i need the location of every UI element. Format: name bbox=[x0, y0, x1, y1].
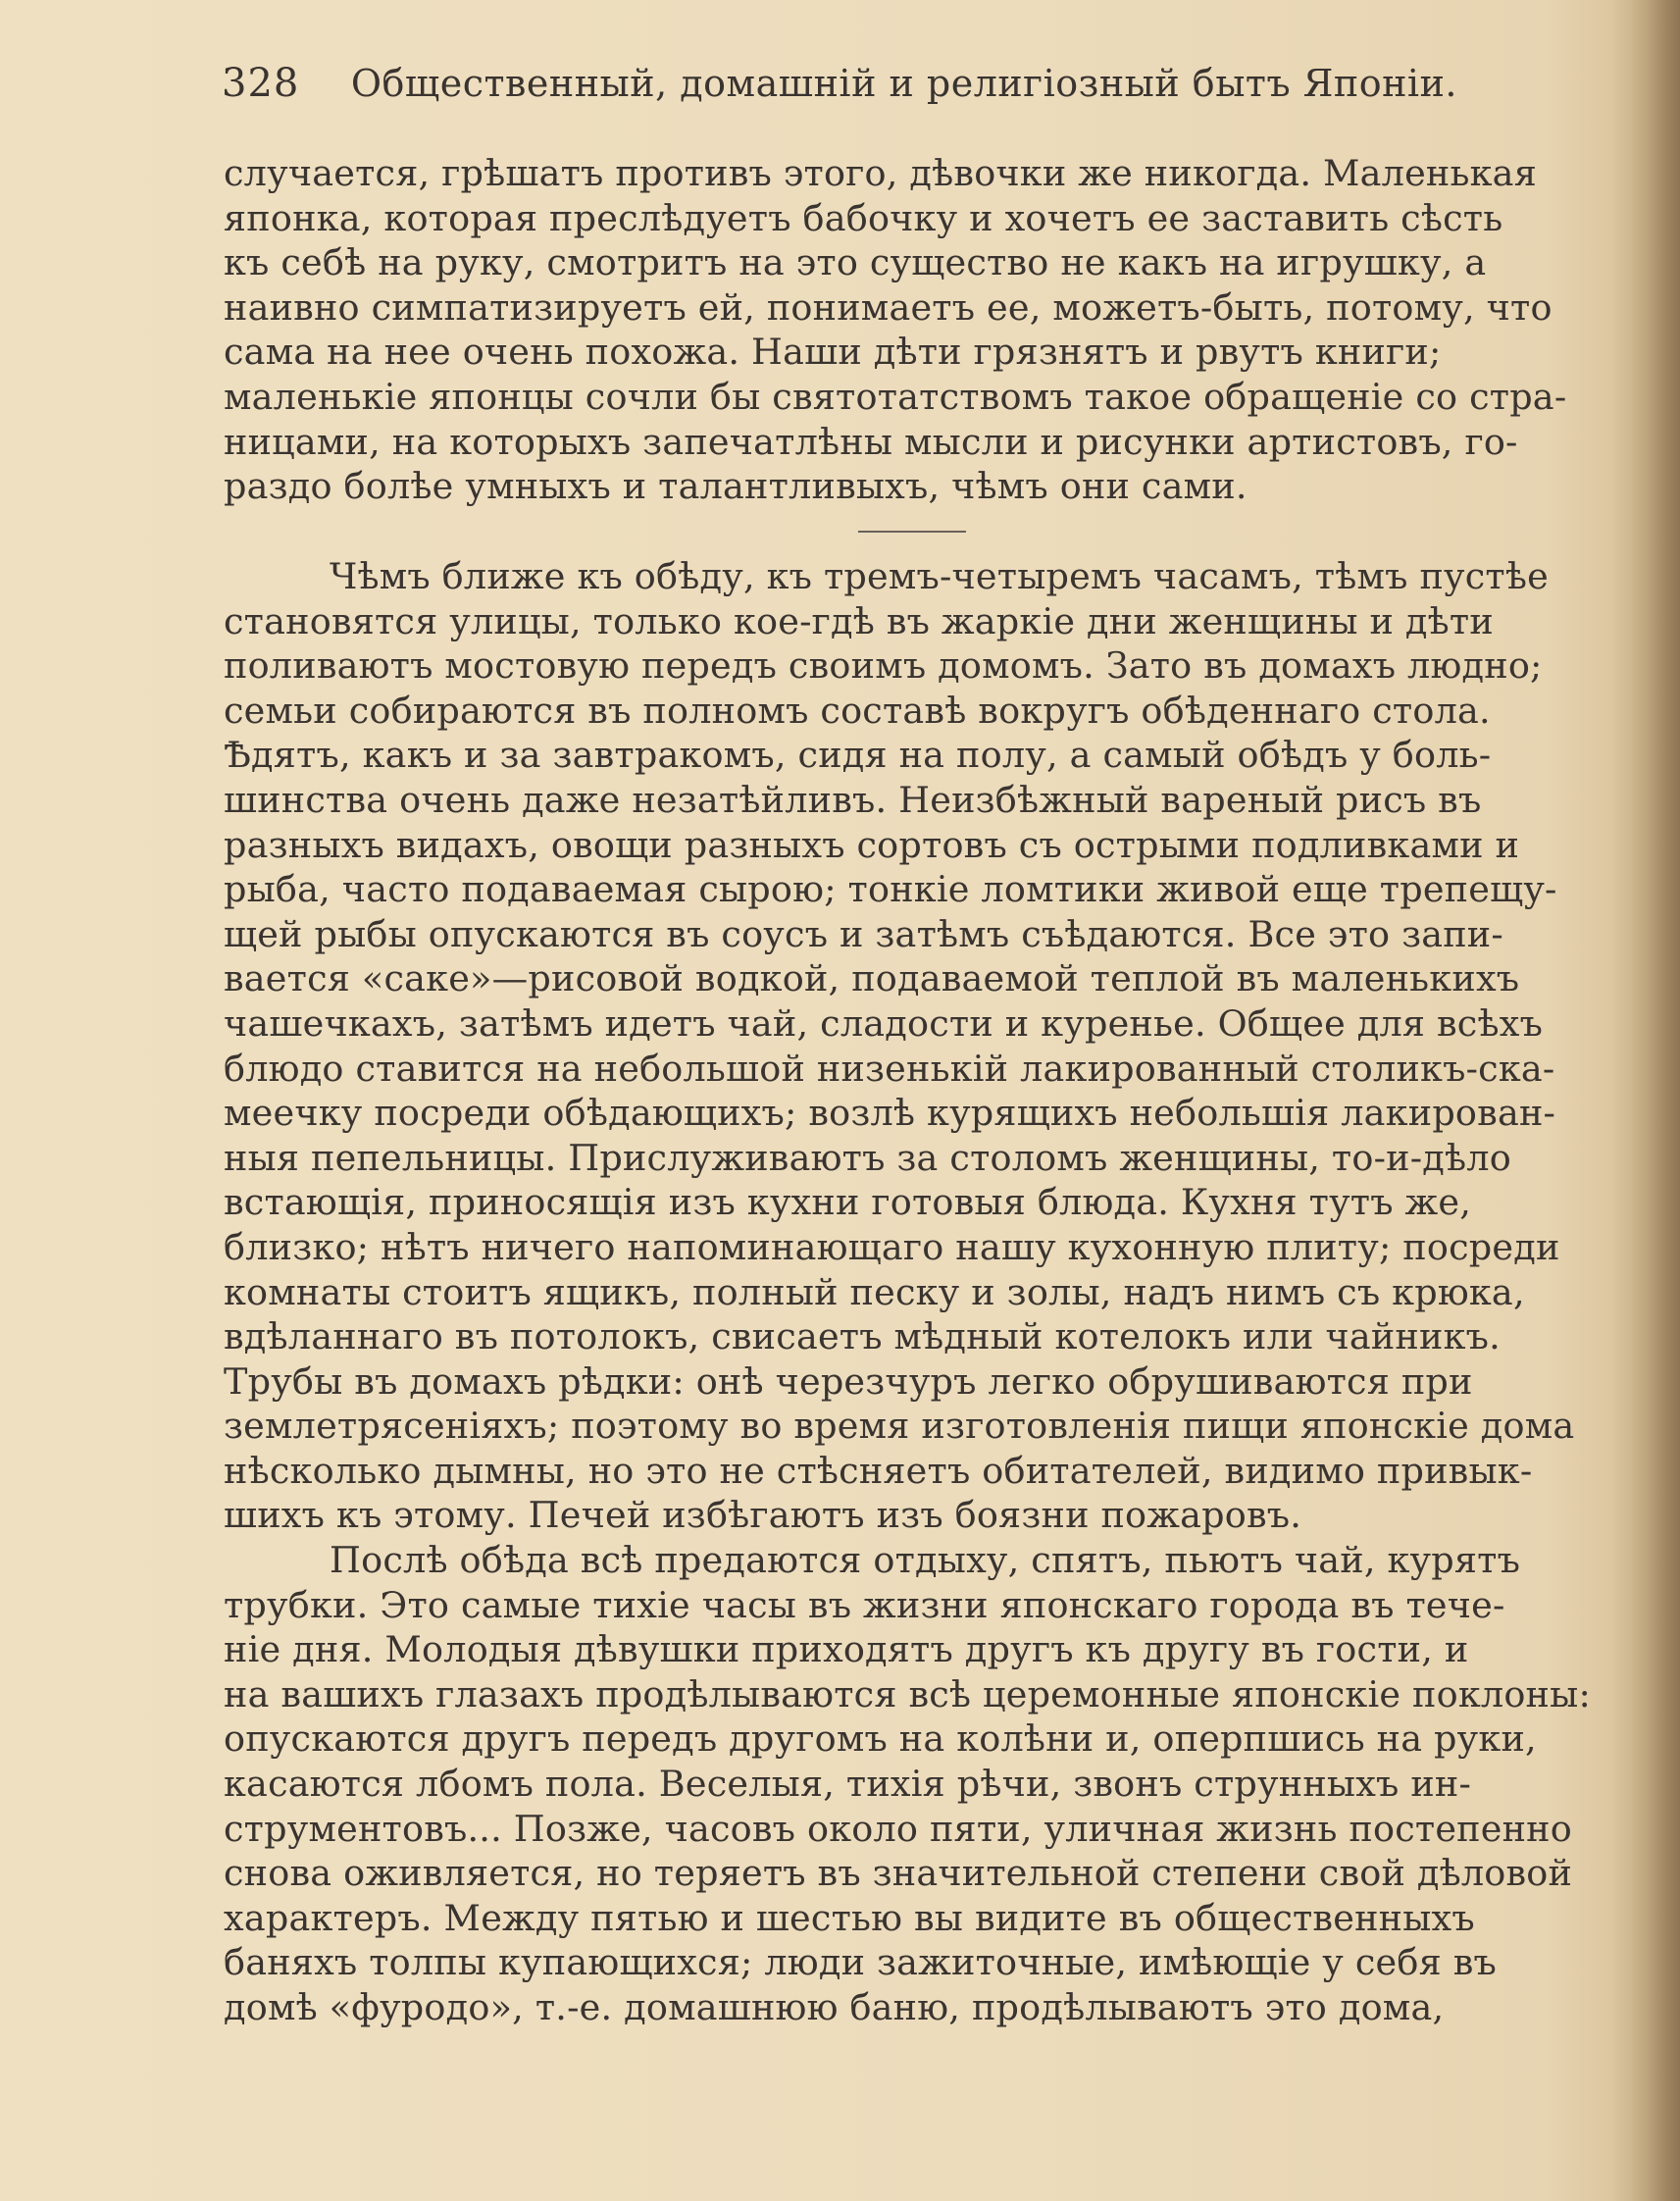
text-line: ницами, на которыхъ запечатлѣны мысли и рисунки артистовъ, го- bbox=[224, 420, 1518, 463]
text-line: наивно симпатизируетъ ей, понимаетъ ее, можетъ-быть, потому, что bbox=[224, 285, 1553, 329]
text-line: характеръ. Между пятью и шестью вы видите въ общественныхъ bbox=[224, 1896, 1475, 1939]
text-line: рыба, часто подаваемая сырою; тонкіе ломтики живой еще трепещу- bbox=[224, 868, 1557, 911]
text-line: разныхъ видахъ, овощи разныхъ сортовъ съ острыми подливками и bbox=[224, 823, 1520, 866]
section-2-text bbox=[224, 554, 1597, 2030]
text-line: шинства очень даже незатѣйливъ. Неизбѣжный вареный рисъ въ bbox=[224, 778, 1482, 821]
text-line: встающія, приносящія изъ кухни готовыя блюда. Кухня тутъ же, bbox=[224, 1181, 1472, 1224]
text-line: поливаютъ мостовую передъ своимъ домомъ. Зато въ домахъ людно; bbox=[224, 644, 1543, 688]
text-line: семьи собираются въ полномъ составѣ вокругъ обѣденнаго стола. bbox=[224, 689, 1491, 732]
text-line: ніе дня. Молодыя дѣвушки приходятъ другъ къ другу въ гости, и bbox=[224, 1628, 1469, 1671]
text-line: струментовъ... Позже, часовъ около пяти, уличная жизнь постепенно bbox=[224, 1807, 1572, 1850]
text-line: Ѣдятъ, какъ и за завтракомъ, сидя на полу, а самый обѣдъ у боль- bbox=[224, 734, 1492, 777]
text-line: меечку посреди обѣдающихъ; возлѣ курящихъ небольшія лакирован- bbox=[224, 1092, 1556, 1135]
text-line: касаются лбомъ пола. Веселыя, тихія рѣчи, звонъ струнныхъ ин- bbox=[224, 1763, 1472, 1806]
text-line: раздо болѣе умныхъ и талантливыхъ, чѣмъ они сами. bbox=[224, 465, 1247, 508]
paragraph-first-line: Чѣмъ ближе къ обѣду, къ тремъ-четыремъ часамъ, тѣмъ пустѣе bbox=[330, 555, 1549, 597]
text-line: ныя пепельницы. Прислуживаютъ за столомъ женщины, то-и-дѣло bbox=[224, 1136, 1511, 1179]
text-line: шихъ къ этому. Печей избѣгаютъ изъ боязни пожаровъ. bbox=[224, 1494, 1302, 1537]
text-line: вается «саке»—рисовой водкой, подаваемой теплой въ маленькихъ bbox=[224, 957, 1520, 1000]
text-line: опускаются другъ передъ другомъ на колѣни и, оперпшись на руки, bbox=[224, 1717, 1537, 1761]
text-line: комнаты стоитъ ящикъ, полный песку и золы, надъ нимъ съ крюка, bbox=[224, 1270, 1525, 1313]
spine-shadow bbox=[1611, 0, 1680, 2201]
text-line: становятся улицы, только кое-гдѣ въ жаркіе дни женщины и дѣти bbox=[224, 599, 1494, 642]
text-line: къ себѣ на руку, смотритъ на это существо не какъ на игрушку, а bbox=[224, 241, 1487, 284]
text-line: японка, которая преслѣдуетъ бабочку и хочетъ ее заставить сѣсть bbox=[224, 196, 1503, 239]
running-head bbox=[222, 61, 1457, 120]
text-line: вдѣланнаго въ потолокъ, свисаетъ мѣдный котелокъ или чайникъ. bbox=[224, 1315, 1501, 1358]
text-line: маленькіе японцы сочли бы святотатствомъ такое обращеніе со стра- bbox=[224, 375, 1567, 418]
section-1-text bbox=[224, 151, 1597, 509]
text-line: случается, грѣшатъ противъ этого, дѣвочки же никогда. Маленькая bbox=[224, 152, 1537, 194]
text-line: баняхъ толпы купающихся; люди зажиточные, имѣющіе у себя въ bbox=[224, 1941, 1497, 1984]
text-line: снова оживляется, но теряетъ въ значительной степени свой дѣловой bbox=[224, 1852, 1573, 1895]
text-line: чашечкахъ, затѣмъ идетъ чай, сладости и куренье. Общее для всѣхъ bbox=[224, 1001, 1544, 1045]
running-title: Общественный, домашній и религіозный бытъ Японіи. bbox=[350, 62, 1457, 105]
text-line: трубки. Это самые тихіе часы въ жизни японскаго города въ тече- bbox=[224, 1583, 1505, 1626]
text-line: щей рыбы опускаются въ соусъ и затѣмъ съѣдаются. Все это запи- bbox=[224, 912, 1503, 955]
text-line: на вашихъ глазахъ продѣлываются всѣ церемонные японскіе поклоны: bbox=[224, 1672, 1591, 1715]
text-line: землетрясеніяхъ; поэтому во время изготовленія пищи японскіе дома bbox=[224, 1405, 1575, 1448]
paragraph-first-line: Послѣ обѣда всѣ предаются отдыху, спятъ, пьютъ чай, курятъ bbox=[330, 1539, 1521, 1582]
text-line: Трубы въ домахъ рѣдки: онѣ черезчуръ легко обрушиваются при bbox=[224, 1359, 1473, 1403]
text-line: нѣсколько дымны, но это не стѣсняетъ обитателей, видимо привык- bbox=[224, 1449, 1533, 1492]
text-line: сама на нее очень похожа. Наши дѣти грязнятъ и рвутъ книги; bbox=[224, 331, 1442, 374]
text-line: блюдо ставится на небольшой низенькій лакированный столикъ-ска- bbox=[224, 1047, 1555, 1090]
text-line: близко; нѣтъ ничего напоминающаго нашу кухонную плиту; посреди bbox=[224, 1225, 1560, 1268]
section-separator bbox=[858, 531, 966, 533]
page-number: 328 bbox=[222, 61, 300, 106]
text-line: домѣ «фуродо», т.-е. домашнюю баню, продѣлываютъ это дома, bbox=[224, 1986, 1445, 2028]
